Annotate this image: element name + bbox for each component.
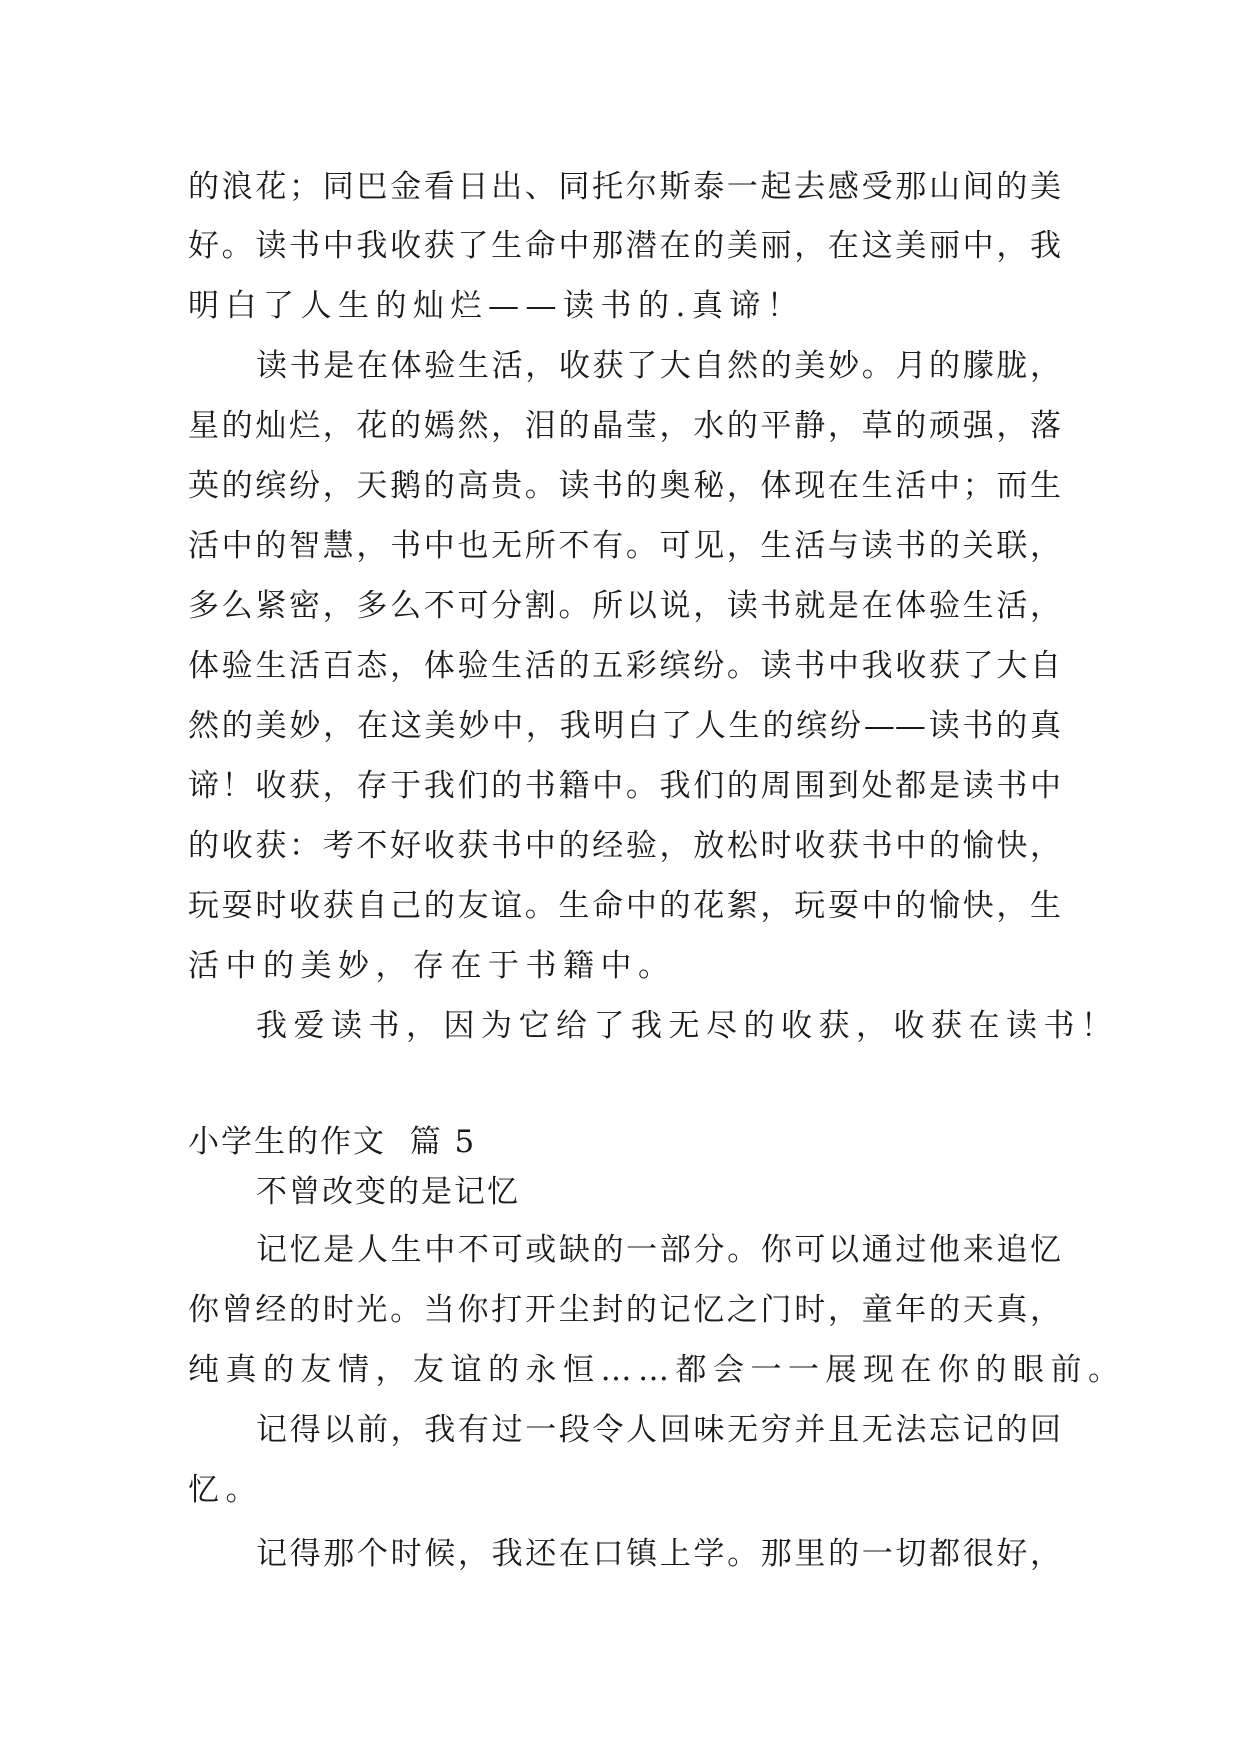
- text-line: 我爱读书，因为它给了我无尽的收获，收获在读书！: [256, 1008, 1119, 1044]
- text-line: 玩耍时收获自己的友谊。生命中的花絮，玩耍中的愉快，生: [188, 888, 1061, 924]
- text-line: 的浪花；同巴金看日出、同托尔斯泰一起去感受那山间的美: [188, 169, 1061, 205]
- text-line: 英的缤纷，天鹅的高贵。读书的奥秘，体现在生活中；而生: [188, 468, 1061, 504]
- essay-title: 不曾改变的是记忆: [256, 1174, 520, 1210]
- text-line: 谛！收获，存于我们的书籍中。我们的周围到处都是读书中: [188, 768, 1061, 804]
- section-heading: 小学生的作文 篇 5: [188, 1124, 477, 1160]
- text-line: 多么紧密，多么不可分割。所以说，读书就是在体验生活，: [188, 588, 1061, 624]
- text-line: 星的灿烂，花的嫣然，泪的晶莹，水的平静，草的顽强，落: [188, 408, 1061, 444]
- text-line: 活中的智慧，书中也无所不有。可见，生活与读书的关联，: [188, 528, 1061, 564]
- text-line: 然的美妙，在这美妙中，我明白了人生的缤纷——读书的真: [188, 708, 1061, 744]
- text-line: 读书是在体验生活，收获了大自然的美妙。月的朦胧，: [256, 348, 1061, 384]
- text-line: 纯真的友情，友谊的永恒……都会一一展现在你的眼前。: [188, 1352, 1126, 1388]
- text-line: 忆。: [188, 1472, 263, 1508]
- text-line: 的收获：考不好收获书中的经验，放松时收获书中的愉快，: [188, 828, 1061, 864]
- text-line: 你曾经的时光。当你打开尘封的记忆之门时，童年的天真，: [188, 1292, 1061, 1328]
- text-line: 明白了人生的灿烂——读书的.真谛！: [188, 288, 805, 324]
- text-line: 好。读书中我收获了生命中那潜在的美丽，在这美丽中，我: [188, 228, 1061, 264]
- text-line: 记得以前，我有过一段令人回味无穷并且无法忘记的回: [256, 1412, 1061, 1448]
- text-line: 记忆是人生中不可或缺的一部分。你可以通过他来追忆: [256, 1232, 1061, 1268]
- text-line: 体验生活百态，体验生活的五彩缤纷。读书中我收获了大自: [188, 648, 1061, 684]
- text-line: 活中的美妙，存在于书籍中。: [188, 948, 676, 984]
- text-line: 记得那个时候，我还在口镇上学。那里的一切都很好，: [256, 1536, 1061, 1572]
